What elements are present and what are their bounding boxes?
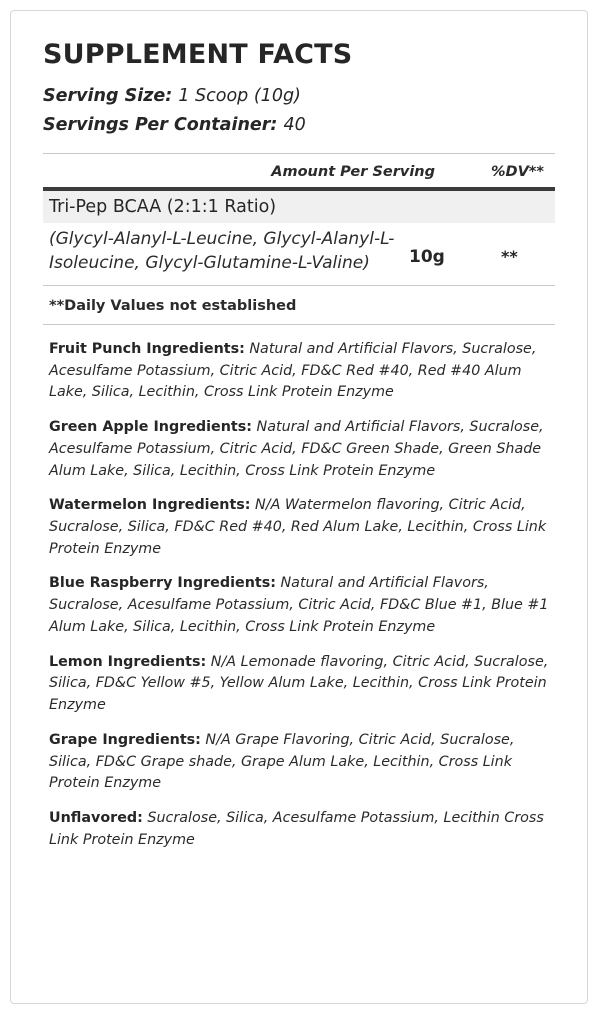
column-headers [43, 164, 555, 180]
servings-per-container-value: 40 [283, 115, 306, 136]
ingredient-label: Green Apple Ingredients: [49, 419, 252, 436]
serving-size-row [43, 84, 561, 109]
serving-size-value: 1 Scoop (10g) [178, 86, 301, 106]
servings-per-container-row [43, 113, 561, 138]
divider-above-footnote [43, 285, 555, 286]
ingredient-text: Natural and Artificial Flavors, Sucralose, Acesulfame Potassium, Citric Acid, FD&C Green Shade, Green Shade Alum Lake, Silica, Lecithin, Cross Link Protein Enzyme [49, 419, 544, 479]
supplement-facts-panel [10, 10, 588, 1004]
serving-size-label: Serving Size: [43, 86, 173, 106]
amount-per-serving-header: Amount Per Serving [271, 163, 435, 180]
ingredient-text: N/A Watermelon flavoring, Citric Acid, Sucralose, Silica, FD&C Red #40, Red Alum Lake, Lecithin, Cross Link Protein Enzyme [49, 497, 547, 557]
ingredient-label: Blue Raspberry Ingredients: [49, 575, 276, 592]
ingredient-label: Watermelon Ingredients: [49, 497, 251, 514]
ingredient-text: Natural and Artificial Flavors, Sucralose, Acesulfame Potassium, Citric Acid, FD&C Blue #1, Blue #1 Alum Lake, Silica, Lecithin, Cross Link Protein Enzyme [49, 575, 549, 635]
ingredient-text: Natural and Artificial Flavors, Sucralose, Acesulfame Potassium, Citric Acid, FD&C Red #40, Red #40 Alum Lake, Silica, Lecithin, Cross Link Protein Enzyme [49, 341, 537, 401]
nutrient-detail: (Glycyl-Alanyl-L-Leucine, Glycyl-Alanyl-L-Isoleucine, Glycyl-Glutamine-L-Valine) [49, 228, 395, 273]
nutrient-amount: 10g [409, 246, 445, 267]
ingredient-text: N/A Grape Flavoring, Citric Acid, Sucralose, Silica, FD&C Grape shade, Grape Alum Lake, Lecithin, Cross Link Protein Enzyme [49, 731, 515, 792]
ingredient-label: Fruit Punch Ingredients: [49, 341, 245, 357]
page-title: SUPPLEMENT FACTS [43, 39, 353, 70]
nutrient-row [43, 227, 555, 275]
ingredient-text: Sucralose, Silica, Acesulfame Potassium, Lecithin Cross Link Protein Enzyme [49, 809, 544, 848]
list-item [49, 339, 555, 404]
list-item [49, 808, 555, 851]
ingredient-text: N/A Lemonade flavoring, Citric Acid, Sucralose, Silica, FD&C Yellow #5, Yellow Alum Lake, Lecithin, Cross Link Protein Enzyme [49, 653, 549, 714]
nutrient-dv: ** [501, 246, 518, 266]
nutrient-name: Tri-Pep BCAA (2:1:1 Ratio) [43, 191, 555, 223]
ingredient-label: Unflavored: [49, 809, 143, 826]
ingredients-list [49, 339, 555, 851]
list-item [49, 573, 555, 638]
divider-below-footnote [43, 324, 555, 325]
list-item [49, 495, 555, 560]
divider-top [43, 153, 555, 154]
ingredient-label: Grape Ingredients: [49, 731, 201, 748]
list-item [49, 652, 555, 717]
daily-value-footnote: **Daily Values not established [49, 298, 297, 314]
servings-per-container-label: Servings Per Container: [43, 115, 278, 136]
list-item [49, 730, 555, 795]
list-item [49, 417, 555, 482]
percent-dv-header: %DV** [491, 163, 544, 180]
ingredient-label: Lemon Ingredients: [49, 653, 207, 670]
